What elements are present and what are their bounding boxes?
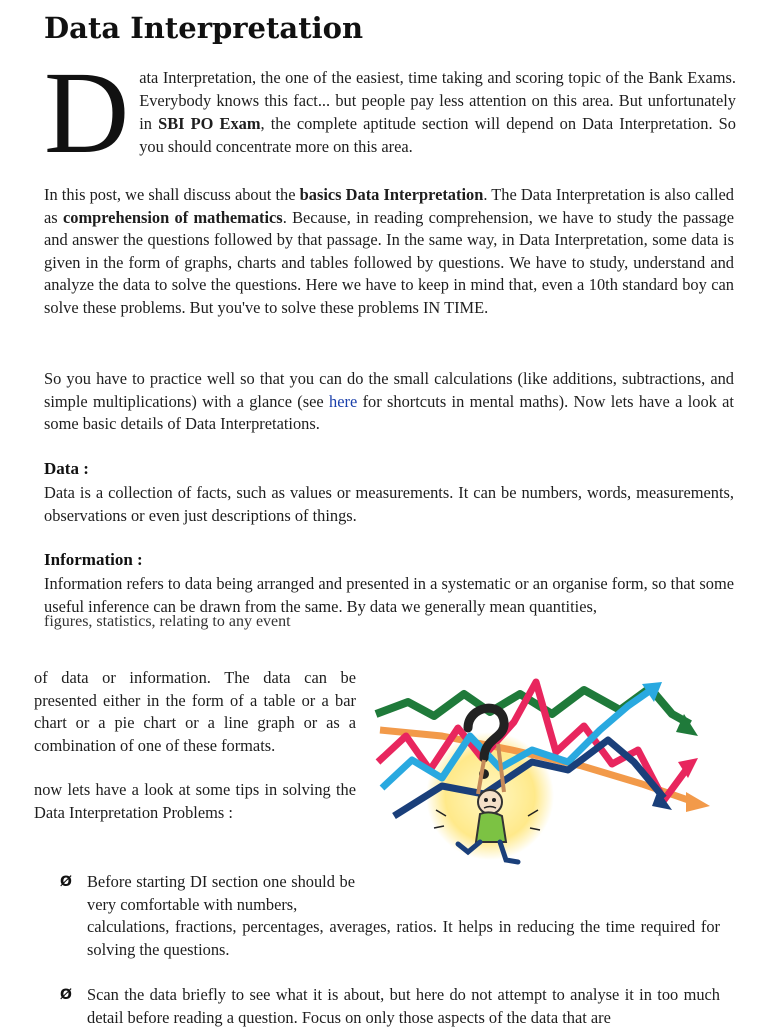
tip-item-2: Ø Scan the data briefly to see what it is about, but here do not attempt to analyse it in too much detail before reading a question. Focus on only those aspects of the data that are <box>60 985 720 1027</box>
page-title: Data Interpretation <box>44 11 364 45</box>
bullet-icon: Ø <box>60 987 72 1003</box>
tip-item-1: Ø Before starting DI section one should be very comfortable with numbers, calculations, fractions, percentages, averages, ratios. It helps in reducing the time required for solving the questions. <box>60 872 720 959</box>
confused-man-chart-illustration <box>372 666 716 874</box>
man-body-icon <box>476 812 506 842</box>
information-definition: Information refers to data being arranged and presented in a systematic or an organise form, so that some useful inference can be drawn from the same. By data we generally mean quantities, <box>44 574 734 616</box>
data-heading: Data : <box>44 459 89 478</box>
bullet-icon: Ø <box>60 874 72 890</box>
drop-cap: D <box>44 47 130 178</box>
cut-off-text-line: figures, statistics, relating to any event <box>44 613 291 630</box>
intro-paragraph: D ata Interpretation, the one of the easiest, time taking and scoring topic of the Bank Exams. Everybody knows this fact... but people pay less attention on this area. But unfortunately in SBI PO Exam, the complete aptitude section will depend on Data Interpretation. So you should concentrate more on this area. <box>44 47 736 178</box>
data-definition: Data is a collection of facts, such as values or measurements. It can be numbers, words, measurements, observations or even just descriptions of things. <box>44 483 734 525</box>
man-head-icon <box>478 790 502 814</box>
tips-intro-paragraph: now lets have a look at some tips in solving the Data Interpretation Problems : <box>34 780 356 822</box>
formats-paragraph: of data or information. The data can be presented either in the form of a table or a bar chart or a pie chart or a line graph or as a combination of one of these formats. <box>34 668 356 755</box>
practice-paragraph: So you have to practice well so that you can do the small calculations (like additions, subtractions, and simple multiplications) with a glance (see here for shortcuts in mental maths). Now lets have a look at some basic details of Data Interpretations. <box>44 369 734 434</box>
information-heading: Information : <box>44 550 143 569</box>
basics-paragraph: In this post, we shall discuss about the basics Data Interpretation. The Data Interpretation is also called as comprehension of mathematics. Because, in reading comprehension, we have to study the passage and answer the questions followed by that passage. In the same way, in Data Interpretation, some data is given in the form of graphs, charts and tables followed by questions. We have to study, understand and analyze the data to solve the questions. Here we have to keep in mind that, even a 10th standard boy can solve these problems. But you've to solve these problems IN TIME. <box>44 185 734 317</box>
here-link[interactable]: here <box>329 391 358 411</box>
sbi-po-exam-bold: SBI PO Exam <box>158 114 261 133</box>
orange-arrow-head <box>686 792 710 812</box>
